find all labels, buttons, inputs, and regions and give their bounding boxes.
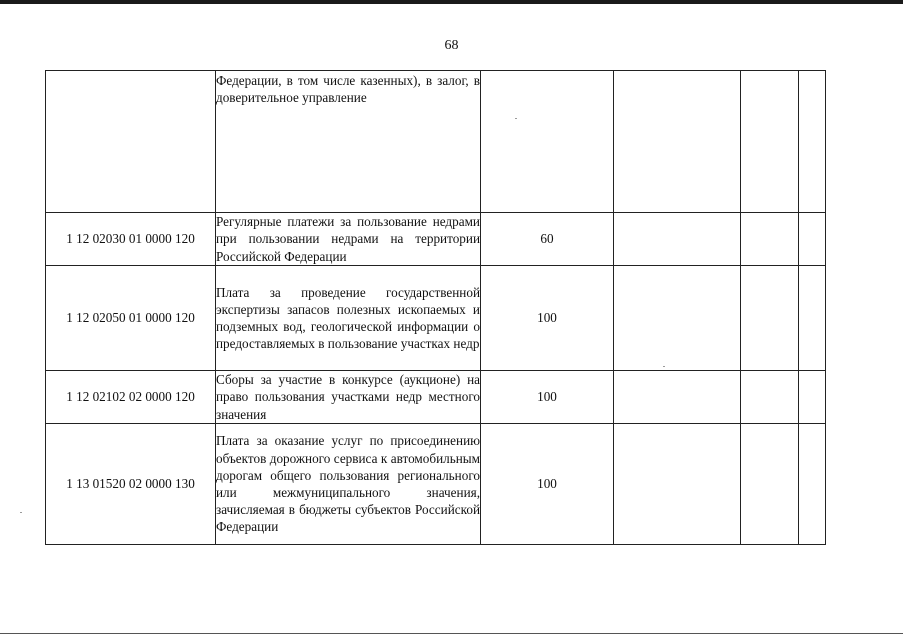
empty-cell bbox=[614, 213, 741, 266]
table-row bbox=[46, 371, 826, 424]
description-cell bbox=[216, 424, 481, 545]
empty-cell bbox=[614, 266, 741, 371]
budget-code-cell: 1 13 01520 02 0000 130 bbox=[46, 424, 216, 545]
rate-cell: 100 bbox=[481, 266, 614, 371]
budget-code-cell: 1 12 02102 02 0000 120 bbox=[46, 371, 216, 424]
empty-cell bbox=[799, 424, 826, 545]
empty-cell bbox=[614, 71, 741, 213]
description-text: Плата за оказание услуг по присоединению объектов дорожного сервиса к автомобильным дорогам общего пользования регионального или межмуниципального значения, зачисляемая в бюджеты субъектов Российской Федерации bbox=[216, 433, 480, 535]
table-row bbox=[46, 71, 826, 213]
empty-cell bbox=[741, 266, 799, 371]
description-text: Федерации, в том числе казенных), в залог, в доверительное управление bbox=[216, 73, 480, 106]
scan-speck bbox=[20, 512, 22, 513]
table-row bbox=[46, 424, 826, 545]
budget-code-cell: 1 12 02030 01 0000 120 bbox=[46, 213, 216, 266]
budget-code-cell bbox=[46, 71, 216, 213]
description-cell bbox=[216, 213, 481, 266]
table-row bbox=[46, 213, 826, 266]
rate-cell bbox=[481, 71, 614, 213]
rate-cell: 100 bbox=[481, 371, 614, 424]
page-number: 68 bbox=[444, 38, 459, 53]
empty-cell bbox=[799, 371, 826, 424]
scan-speck bbox=[663, 366, 665, 367]
empty-cell bbox=[614, 371, 741, 424]
bottom-edge-rule bbox=[0, 633, 903, 634]
description-text: Сборы за участие в конкурсе (аукционе) на право пользования участками недр местного значения bbox=[216, 372, 480, 422]
empty-cell bbox=[799, 266, 826, 371]
table-row bbox=[46, 266, 826, 371]
rate-cell: 60 bbox=[481, 213, 614, 266]
empty-cell bbox=[614, 424, 741, 545]
rate-cell: 100 bbox=[481, 424, 614, 545]
empty-cell bbox=[741, 213, 799, 266]
scan-speck bbox=[515, 118, 517, 119]
description-cell bbox=[216, 71, 481, 213]
empty-cell bbox=[741, 71, 799, 213]
revenue-codes-table bbox=[45, 70, 826, 545]
description-cell bbox=[216, 266, 481, 371]
empty-cell bbox=[799, 213, 826, 266]
description-cell bbox=[216, 371, 481, 424]
budget-code-cell: 1 12 02050 01 0000 120 bbox=[46, 266, 216, 371]
empty-cell bbox=[799, 71, 826, 213]
description-text: Регулярные платежи за пользование недрами при пользовании недрами на территории Российской Федерации bbox=[216, 214, 480, 264]
empty-cell bbox=[741, 371, 799, 424]
top-border-rule bbox=[0, 0, 903, 4]
empty-cell bbox=[741, 424, 799, 545]
description-text: Плата за проведение государственной экспертизы запасов полезных ископаемых и подземных вод, геологической информации о предоставляемых в пользование участках недр bbox=[216, 284, 480, 352]
